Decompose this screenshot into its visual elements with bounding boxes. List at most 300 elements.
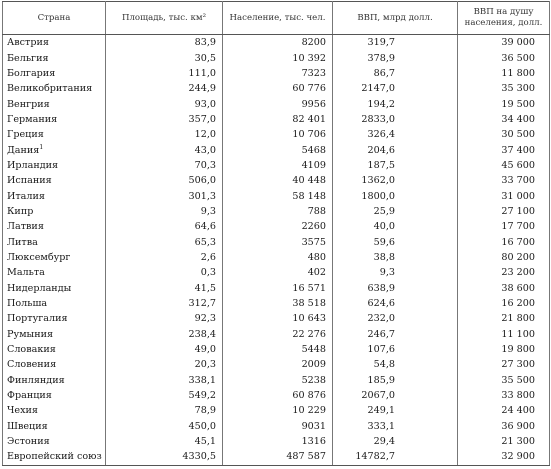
gdp-cell-text: 204,6 [367, 144, 395, 156]
population-cell [223, 434, 333, 449]
gdp-per-capita-cell [458, 373, 550, 388]
area-cell-text: 70,3 [194, 159, 216, 171]
population-cell-text: 788 [307, 205, 326, 217]
gdp-per-capita-cell-text: 21 300 [501, 436, 535, 448]
table-row [3, 234, 550, 249]
area-cell-text: 9,3 [200, 205, 216, 217]
gdp-cell [333, 66, 458, 81]
gdp-per-capita-cell [458, 296, 550, 311]
country-cell [3, 311, 106, 326]
population-cell [223, 281, 333, 296]
gdp-cell-text: 107,6 [367, 344, 395, 356]
population-cell-text: 1316 [301, 436, 326, 448]
table-row [3, 219, 550, 234]
population-cell-text: 10 229 [292, 405, 326, 417]
table-row [3, 403, 550, 418]
country-cell-text: Литва [7, 236, 38, 248]
country-cell-text: Великобритания [7, 83, 93, 95]
country-cell-text: Эстония [7, 436, 50, 448]
gdp-per-capita-cell [458, 327, 550, 342]
area-cell-text: 93,0 [194, 98, 216, 110]
population-cell-text: 16 571 [292, 282, 326, 294]
area-cell-text: 312,7 [188, 298, 216, 310]
population-cell [223, 403, 333, 418]
gdp-cell [333, 265, 458, 280]
area-cell-text: 357,0 [188, 113, 216, 125]
gdp-cell-text: 624,6 [367, 298, 395, 310]
area-cell-text: 301,3 [188, 190, 216, 202]
country-cell-text: Люксембург [7, 251, 71, 263]
gdp-per-capita-cell [458, 142, 550, 157]
area-cell-text: 78,9 [194, 405, 216, 417]
table-row [3, 373, 550, 388]
country-cell-text: Венгрия [7, 98, 50, 110]
gdp-per-capita-cell [458, 35, 550, 51]
gdp-cell [333, 204, 458, 219]
header-gdp-per-capita: ВВП на душу населения, долл. [458, 2, 550, 35]
country-cell [3, 127, 106, 142]
area-cell [106, 434, 223, 449]
country-cell-text: Финляндия [7, 374, 65, 386]
area-cell [106, 173, 223, 188]
gdp-cell [333, 158, 458, 173]
country-cell [3, 250, 106, 265]
gdp-per-capita-cell [458, 158, 550, 173]
area-cell-text: 64,6 [194, 221, 216, 233]
gdp-cell-text: 54,8 [373, 359, 395, 371]
area-cell [106, 188, 223, 203]
area-cell [106, 357, 223, 372]
population-cell [223, 357, 333, 372]
population-cell [223, 50, 333, 65]
table-row [3, 250, 550, 265]
gdp-cell-text: 14782,7 [355, 451, 395, 463]
area-cell-text: 65,3 [194, 236, 216, 248]
country-cell-text: Болгария [7, 67, 56, 79]
table-row [3, 311, 550, 326]
gdp-per-capita-cell-text: 32 900 [501, 451, 535, 463]
population-cell-text: 58 148 [292, 190, 326, 202]
table-row [3, 419, 550, 434]
population-cell-text: 22 276 [292, 328, 326, 340]
country-cell [3, 419, 106, 434]
population-cell [223, 142, 333, 157]
eu-countries-table [2, 1, 550, 466]
population-cell [223, 219, 333, 234]
country-cell-text: Ирландия [7, 159, 59, 171]
gdp-cell [333, 327, 458, 342]
gdp-per-capita-cell [458, 281, 550, 296]
gdp-cell [333, 419, 458, 434]
area-cell [106, 127, 223, 142]
gdp-cell-text: 25,9 [373, 205, 395, 217]
gdp-cell [333, 50, 458, 65]
gdp-per-capita-cell-text: 31 000 [501, 190, 535, 202]
area-cell-text: 450,0 [188, 420, 216, 432]
gdp-per-capita-cell [458, 234, 550, 249]
population-cell [223, 112, 333, 127]
gdp-cell-text: 59,6 [373, 236, 395, 248]
gdp-cell-text: 187,5 [367, 159, 395, 171]
country-cell-text: Словакия [7, 344, 56, 356]
country-cell-text: Италия [7, 190, 45, 202]
gdp-per-capita-cell [458, 127, 550, 142]
area-cell [106, 311, 223, 326]
gdp-cell-text: 1800,0 [361, 190, 395, 202]
area-cell [106, 250, 223, 265]
country-cell [3, 449, 106, 465]
gdp-cell [333, 127, 458, 142]
gdp-cell [333, 35, 458, 51]
table-row [3, 35, 550, 51]
population-cell-text: 487 587 [286, 451, 326, 463]
area-cell-text: 549,2 [188, 390, 216, 402]
gdp-per-capita-cell [458, 66, 550, 81]
population-cell-text: 480 [307, 251, 326, 263]
gdp-cell-text: 86,7 [373, 67, 395, 79]
gdp-per-capita-cell-text: 36 500 [501, 52, 535, 64]
population-cell-text: 82 401 [292, 113, 326, 125]
country-cell [3, 66, 106, 81]
area-cell-text: 43,0 [194, 144, 216, 156]
country-cell [3, 96, 106, 111]
population-cell-text: 5468 [301, 144, 326, 156]
area-cell-text: 244,9 [188, 83, 216, 95]
gdp-per-capita-cell [458, 250, 550, 265]
gdp-cell-text: 378,9 [367, 52, 395, 64]
gdp-cell-text: 2833,0 [361, 113, 395, 125]
table-row [3, 127, 550, 142]
area-cell [106, 219, 223, 234]
area-cell [106, 388, 223, 403]
country-cell-text: Словения [7, 359, 57, 371]
table-row [3, 434, 550, 449]
table-header-row [3, 2, 550, 35]
country-cell [3, 357, 106, 372]
gdp-cell-text: 246,7 [367, 328, 395, 340]
population-cell [223, 66, 333, 81]
gdp-per-capita-cell-text: 11 100 [501, 328, 535, 340]
gdp-per-capita-cell-text: 23 200 [501, 267, 535, 279]
country-cell [3, 296, 106, 311]
country-cell-text: Европейский союз [7, 451, 102, 463]
gdp-per-capita-cell-text: 27 100 [501, 205, 535, 217]
area-cell-text: 12,0 [194, 129, 216, 141]
country-cell [3, 219, 106, 234]
gdp-cell-text: 319,7 [367, 37, 395, 49]
country-cell [3, 173, 106, 188]
gdp-per-capita-cell [458, 265, 550, 280]
country-cell [3, 81, 106, 96]
table-row [3, 96, 550, 111]
population-cell [223, 296, 333, 311]
population-cell [223, 234, 333, 249]
population-cell [223, 311, 333, 326]
population-cell [223, 419, 333, 434]
population-cell-text: 10 643 [292, 313, 326, 325]
header-gdp: ВВП, млрд долл. [333, 2, 458, 35]
population-cell-text: 10 706 [292, 129, 326, 141]
country-cell [3, 50, 106, 65]
country-cell-text: Австрия [7, 37, 49, 49]
population-cell-text: 10 392 [292, 52, 326, 64]
country-cell [3, 188, 106, 203]
gdp-cell [333, 142, 458, 157]
gdp-per-capita-cell-text: 19 800 [501, 344, 535, 356]
gdp-per-capita-cell [458, 357, 550, 372]
gdp-per-capita-cell [458, 81, 550, 96]
population-cell [223, 127, 333, 142]
header-area: Площадь, тыс. км² [106, 2, 223, 35]
population-cell-text: 40 448 [292, 175, 326, 187]
population-cell [223, 373, 333, 388]
gdp-cell [333, 219, 458, 234]
table-row [3, 342, 550, 357]
gdp-per-capita-cell-text: 45 600 [501, 159, 535, 171]
gdp-cell-text: 638,9 [367, 282, 395, 294]
gdp-per-capita-cell [458, 449, 550, 465]
gdp-per-capita-cell-text: 16 700 [501, 236, 535, 248]
country-cell-text: Польша [7, 298, 48, 310]
gdp-cell [333, 388, 458, 403]
population-cell-text: 38 518 [292, 298, 326, 310]
population-cell [223, 96, 333, 111]
area-cell [106, 419, 223, 434]
table-row [3, 281, 550, 296]
area-cell-text: 83,9 [194, 37, 216, 49]
population-cell [223, 158, 333, 173]
population-cell-text: 5448 [301, 344, 326, 356]
country-cell-text: Греция [7, 129, 44, 141]
gdp-per-capita-cell-text: 35 500 [501, 374, 535, 386]
country-cell-text: Мальта [7, 267, 45, 279]
table-row [3, 327, 550, 342]
area-cell [106, 81, 223, 96]
population-cell [223, 188, 333, 203]
country-cell [3, 204, 106, 219]
area-cell-text: 338,1 [188, 374, 216, 386]
gdp-per-capita-cell [458, 173, 550, 188]
gdp-cell [333, 357, 458, 372]
country-cell [3, 234, 106, 249]
country-cell-text: Дания [7, 144, 40, 156]
country-cell [3, 142, 106, 157]
gdp-per-capita-cell [458, 50, 550, 65]
gdp-per-capita-cell-text: 24 400 [501, 405, 535, 417]
population-cell-text: 402 [307, 267, 326, 279]
gdp-per-capita-cell [458, 188, 550, 203]
gdp-per-capita-cell [458, 311, 550, 326]
gdp-per-capita-cell-text: 33 700 [501, 175, 535, 187]
area-cell-text: 49,0 [194, 344, 216, 356]
population-cell [223, 342, 333, 357]
area-cell [106, 96, 223, 111]
gdp-cell [333, 173, 458, 188]
gdp-cell [333, 96, 458, 111]
area-cell-text: 92,3 [194, 313, 216, 325]
population-cell-text: 9956 [301, 98, 326, 110]
area-cell [106, 158, 223, 173]
gdp-per-capita-cell [458, 96, 550, 111]
population-cell-text: 7323 [301, 67, 326, 79]
gdp-cell-text: 2067,0 [361, 390, 395, 402]
population-cell-text: 60 776 [292, 83, 326, 95]
gdp-cell [333, 403, 458, 418]
population-cell-text: 3575 [301, 236, 326, 248]
area-cell-text: 0,3 [200, 267, 216, 279]
gdp-cell-text: 38,8 [373, 251, 395, 263]
country-cell-text: Чехия [7, 405, 38, 417]
gdp-per-capita-cell-text: 34 400 [501, 113, 535, 125]
gdp-cell [333, 188, 458, 203]
country-cell-text: Швеция [7, 420, 48, 432]
country-cell [3, 434, 106, 449]
country-cell-text: Румыния [7, 328, 54, 340]
gdp-cell [333, 250, 458, 265]
table-row [3, 188, 550, 203]
footnote-marker: 1 [39, 143, 44, 151]
country-cell [3, 281, 106, 296]
gdp-cell-text: 249,1 [367, 405, 395, 417]
table-row [3, 158, 550, 173]
table-row [3, 173, 550, 188]
gdp-cell [333, 234, 458, 249]
gdp-per-capita-cell [458, 434, 550, 449]
gdp-per-capita-cell [458, 403, 550, 418]
table-row [3, 112, 550, 127]
gdp-cell-text: 194,2 [367, 98, 395, 110]
area-cell-text: 41,5 [194, 282, 216, 294]
gdp-per-capita-cell-text: 80 200 [501, 251, 535, 263]
gdp-per-capita-cell-text: 19 500 [501, 98, 535, 110]
gdp-cell [333, 373, 458, 388]
country-cell-text: Испания [7, 175, 52, 187]
gdp-per-capita-cell-text: 36 900 [501, 420, 535, 432]
gdp-per-capita-cell [458, 112, 550, 127]
country-cell [3, 112, 106, 127]
country-cell [3, 403, 106, 418]
gdp-per-capita-cell-text: 16 200 [501, 298, 535, 310]
area-cell-text: 506,0 [188, 175, 216, 187]
area-cell [106, 265, 223, 280]
population-cell-text: 2009 [301, 359, 326, 371]
area-cell-text: 20,3 [194, 359, 216, 371]
population-cell [223, 173, 333, 188]
population-cell [223, 449, 333, 465]
table-row [3, 50, 550, 65]
gdp-cell [333, 342, 458, 357]
header-population: Население, тыс. чел. [223, 2, 333, 35]
gdp-per-capita-cell [458, 419, 550, 434]
country-cell-text: Португалия [7, 313, 68, 325]
gdp-cell-text: 232,0 [367, 313, 395, 325]
area-cell [106, 403, 223, 418]
gdp-per-capita-cell-text: 35 300 [501, 83, 535, 95]
area-cell-text: 238,4 [188, 328, 216, 340]
header-country: Страна [3, 2, 106, 35]
gdp-cell [333, 296, 458, 311]
country-cell [3, 158, 106, 173]
country-cell [3, 35, 106, 51]
area-cell [106, 281, 223, 296]
population-cell-text: 60 876 [292, 390, 326, 402]
area-cell [106, 35, 223, 51]
area-cell [106, 204, 223, 219]
gdp-cell-text: 185,9 [367, 374, 395, 386]
population-cell [223, 250, 333, 265]
table-row [3, 357, 550, 372]
population-cell [223, 35, 333, 51]
gdp-cell-text: 326,4 [367, 129, 395, 141]
area-cell [106, 296, 223, 311]
gdp-per-capita-cell-text: 27 300 [501, 359, 535, 371]
gdp-per-capita-cell [458, 388, 550, 403]
gdp-per-capita-cell [458, 204, 550, 219]
area-cell [106, 327, 223, 342]
gdp-per-capita-cell-text: 17 700 [501, 221, 535, 233]
gdp-cell [333, 449, 458, 465]
area-cell [106, 342, 223, 357]
area-cell-text: 2,6 [200, 251, 216, 263]
country-cell-text: Бельгия [7, 52, 49, 64]
table-row [3, 81, 550, 96]
gdp-per-capita-cell [458, 342, 550, 357]
table-body [3, 35, 550, 466]
population-cell [223, 204, 333, 219]
gdp-per-capita-cell-text: 11 800 [501, 67, 535, 79]
population-cell-text: 9031 [301, 420, 326, 432]
area-cell [106, 234, 223, 249]
area-cell [106, 112, 223, 127]
gdp-cell [333, 311, 458, 326]
population-cell [223, 265, 333, 280]
gdp-per-capita-cell-text: 37 400 [501, 144, 535, 156]
gdp-cell [333, 434, 458, 449]
country-cell [3, 342, 106, 357]
area-cell [106, 50, 223, 65]
table-row [3, 388, 550, 403]
table-row [3, 204, 550, 219]
population-cell [223, 388, 333, 403]
gdp-per-capita-cell-text: 21 800 [501, 313, 535, 325]
country-cell-text: Латвия [7, 221, 44, 233]
area-cell [106, 142, 223, 157]
gdp-cell-text: 29,4 [373, 436, 395, 448]
country-cell-text: Германия [7, 113, 58, 125]
gdp-cell-text: 2147,0 [361, 83, 395, 95]
country-cell [3, 327, 106, 342]
table-row [3, 142, 550, 157]
gdp-cell-text: 9,3 [379, 267, 395, 279]
gdp-per-capita-cell-text: 38 600 [501, 282, 535, 294]
table-row [3, 296, 550, 311]
area-cell [106, 449, 223, 465]
gdp-cell [333, 81, 458, 96]
gdp-cell-text: 40,0 [373, 221, 395, 233]
gdp-cell [333, 112, 458, 127]
country-cell-text: Франция [7, 390, 52, 402]
country-cell [3, 373, 106, 388]
population-cell [223, 81, 333, 96]
country-cell [3, 388, 106, 403]
population-cell-text: 5238 [301, 374, 326, 386]
population-cell-text: 2260 [301, 221, 326, 233]
gdp-cell [333, 281, 458, 296]
gdp-per-capita-cell-text: 30 500 [501, 129, 535, 141]
gdp-per-capita-cell [458, 219, 550, 234]
country-cell [3, 265, 106, 280]
area-cell-text: 45,1 [194, 436, 216, 448]
